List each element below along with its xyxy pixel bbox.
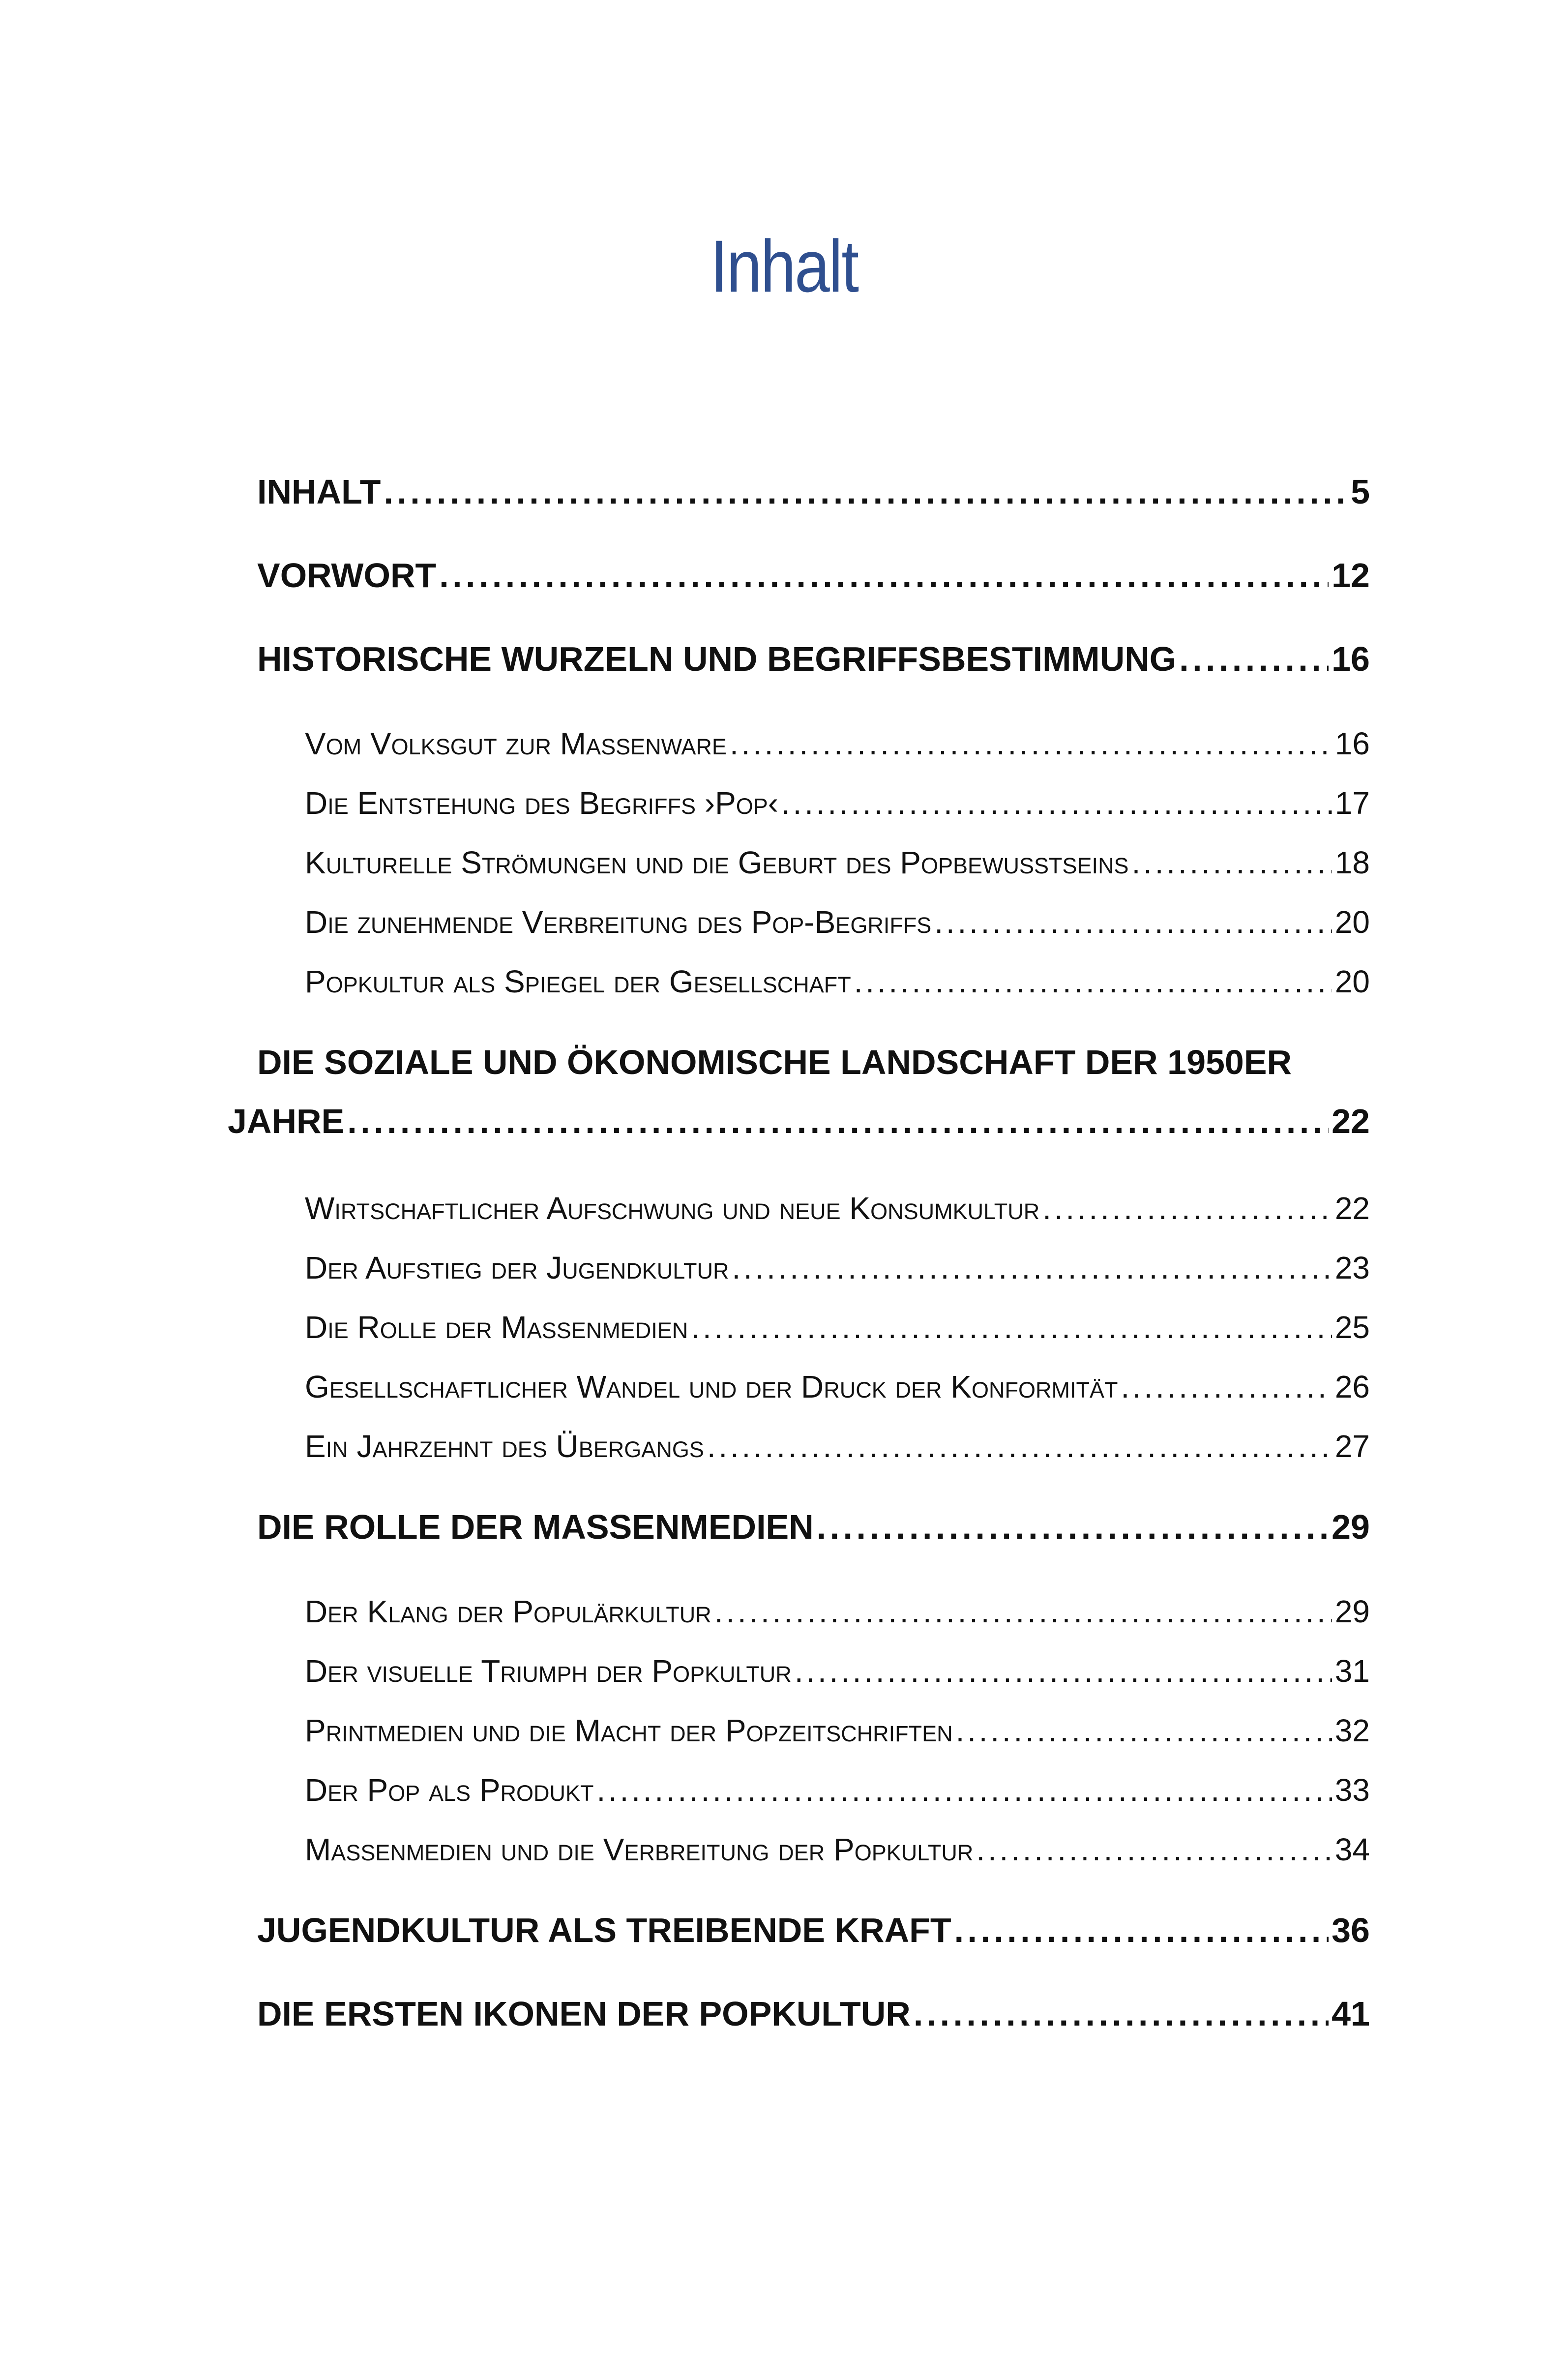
toc-entry-chapter[interactable]: [257, 1910, 1370, 1950]
toc-entry-title: Der visuelle Triumph der Popkultur: [305, 1653, 792, 1689]
toc-page-number: 29: [1334, 1594, 1370, 1629]
dot-leader: [732, 1250, 1331, 1286]
toc-entry-title: Massenmedien und die Verbreitung der Popkultur: [305, 1832, 974, 1867]
toc-entry-title: Vom Volksgut zur Massenware: [305, 726, 727, 761]
toc-entry-section[interactable]: [305, 1772, 1370, 1808]
dot-leader: [1179, 639, 1329, 679]
toc-entry-title: Der Aufstieg der Jugendkultur: [305, 1250, 729, 1285]
toc-page-number: 32: [1334, 1713, 1370, 1748]
toc-entry-chapter[interactable]: [257, 639, 1370, 679]
toc-entry-title: Die Entstehung des Begriffs ›Pop‹: [305, 785, 779, 821]
toc-page-number: 22: [1334, 1191, 1370, 1226]
toc-entry-title: Der Klang der Populärkultur: [305, 1594, 711, 1629]
dot-leader: [854, 963, 1332, 1000]
toc-entry-section[interactable]: [305, 1369, 1370, 1405]
dot-leader: [956, 1712, 1332, 1749]
dot-leader: [795, 1653, 1332, 1689]
dot-leader: [1121, 1369, 1331, 1405]
toc-entry-chapter[interactable]: [257, 1507, 1370, 1547]
dot-leader: [730, 725, 1332, 762]
toc-entry-section[interactable]: [305, 1593, 1370, 1630]
toc-entry-title: JUGENDKULTUR ALS TREIBENDE KRAFT: [257, 1911, 951, 1949]
toc-entry-title: Wirtschaftlicher Aufschwung und neue Konsumkultur: [305, 1191, 1040, 1226]
toc-page-number: 20: [1334, 904, 1370, 940]
toc-page-number: 5: [1351, 473, 1370, 511]
toc-page-number: 18: [1334, 845, 1370, 880]
toc-page-number: 22: [1331, 1102, 1370, 1140]
toc-entry-chapter[interactable]: [257, 1994, 1370, 2033]
toc-entry-chapter[interactable]: [257, 556, 1370, 595]
toc-entry-section[interactable]: [305, 1428, 1370, 1464]
toc-entry-section[interactable]: [305, 725, 1370, 762]
toc-entry-section[interactable]: [305, 785, 1370, 821]
dot-leader: [707, 1428, 1332, 1464]
toc-page-number: 12: [1331, 556, 1370, 595]
toc-page-number: 31: [1334, 1653, 1370, 1689]
dot-leader: [347, 1102, 1329, 1141]
toc-entry-title: Kulturelle Strömungen und die Geburt des Popbewusstseins: [305, 845, 1129, 880]
toc-entry-section[interactable]: [305, 1653, 1370, 1689]
toc-entry-title: DIE ROLLE DER MASSENMEDIEN: [257, 1508, 814, 1546]
toc-entry-section[interactable]: [305, 1250, 1370, 1286]
toc-entry-title: HISTORISCHE WURZELN UND BEGRIFFSBESTIMMUNG: [257, 640, 1177, 678]
dot-leader: [817, 1507, 1329, 1547]
dot-leader: [1042, 1190, 1332, 1226]
toc-entry-title: DIE ERSTEN IKONEN DER POPKULTUR: [257, 1995, 911, 2033]
toc-entry-section[interactable]: [305, 1190, 1370, 1226]
toc-page-number: 20: [1334, 964, 1370, 999]
toc-page-number: 16: [1334, 726, 1370, 761]
dot-leader: [714, 1593, 1332, 1630]
toc-entry-title: INHALT: [257, 473, 381, 511]
toc-entry-section[interactable]: [305, 1712, 1370, 1749]
dot-leader: [954, 1910, 1329, 1950]
dot-leader: [691, 1309, 1332, 1345]
toc-entry-title: Die zunehmende Verbreitung des Pop-Begriffs: [305, 904, 932, 940]
toc-entry-section[interactable]: [305, 844, 1370, 881]
toc-page-number: 41: [1331, 1995, 1370, 2033]
dot-leader: [914, 1994, 1329, 2033]
toc-page-number: 33: [1334, 1772, 1370, 1808]
page-title: Inhalt: [710, 225, 858, 307]
dot-leader: [934, 904, 1331, 940]
toc-page-number: 34: [1334, 1832, 1370, 1867]
dot-leader: [384, 472, 1348, 511]
toc-page-number: 17: [1334, 785, 1370, 821]
toc-page-number: 16: [1331, 640, 1370, 678]
dot-leader: [976, 1831, 1331, 1868]
toc-page-number: 25: [1334, 1310, 1370, 1345]
toc-entry-title: Ein Jahrzehnt des Übergangs: [305, 1429, 704, 1464]
toc-entry-section[interactable]: [305, 904, 1370, 940]
toc-entry-section[interactable]: [305, 1309, 1370, 1345]
toc-entry-title: VORWORT: [257, 556, 437, 595]
toc-entry-title: Gesellschaftlicher Wandel und der Druck der Konformität: [305, 1369, 1118, 1404]
dot-leader: [781, 785, 1332, 821]
toc-page-number: 29: [1331, 1508, 1370, 1546]
toc-entry-title: Der Pop als Produkt: [305, 1772, 594, 1808]
dot-leader: [439, 556, 1329, 595]
toc-entry-title: Popkultur als Spiegel der Gesellschaft: [305, 964, 851, 999]
dot-leader: [597, 1772, 1332, 1808]
toc-entry-chapter[interactable]: [228, 1102, 1370, 1141]
toc-entry-title: Printmedien und die Macht der Popzeitschriften: [305, 1713, 953, 1748]
toc-entry-title: JAHRE: [228, 1102, 345, 1140]
toc-entry-title-line1[interactable]: DIE SOZIALE UND ÖKONOMISCHE LANDSCHAFT DER 1950ER: [257, 1043, 1292, 1081]
toc-page-number: 26: [1334, 1369, 1370, 1404]
toc-entry-section[interactable]: [305, 963, 1370, 1000]
toc-entry-chapter[interactable]: [257, 472, 1370, 511]
dot-leader: [1132, 844, 1332, 881]
toc-page-number: 23: [1334, 1250, 1370, 1285]
toc-page-number: 36: [1331, 1911, 1370, 1949]
toc-entry-section[interactable]: [305, 1831, 1370, 1868]
toc-entry-title: Die Rolle der Massenmedien: [305, 1310, 688, 1345]
toc-page-number: 27: [1334, 1429, 1370, 1464]
